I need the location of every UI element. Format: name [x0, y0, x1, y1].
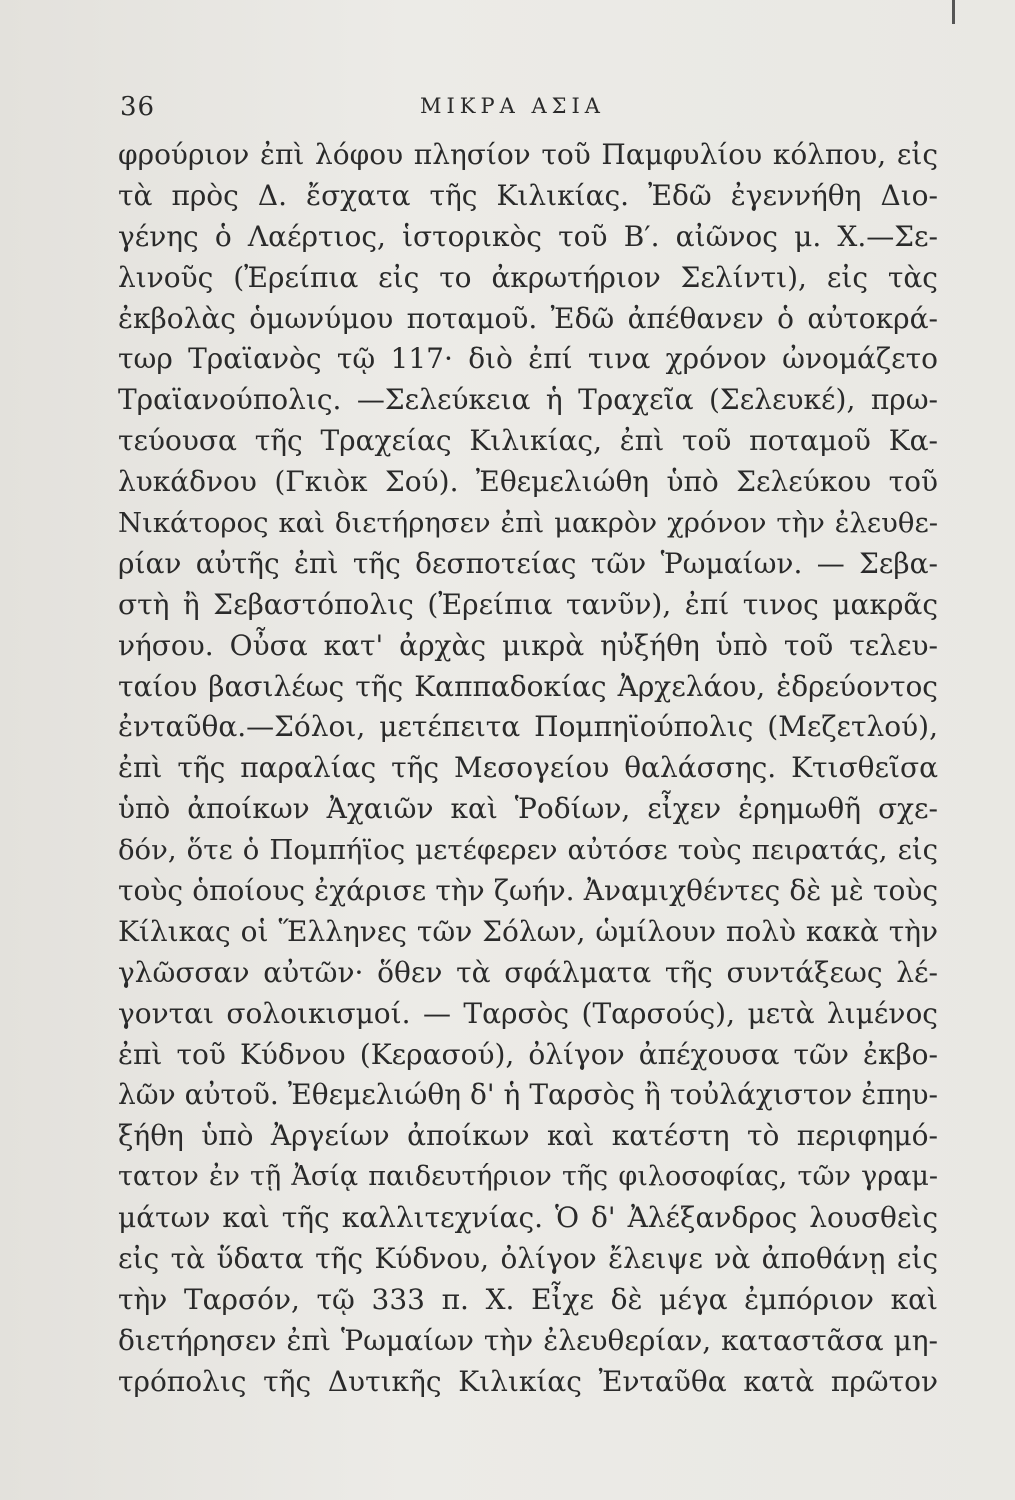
- text-line: λινοῦς (Ἐρείπια εἰς το ἀκρωτήριον Σελίντι), εἰς τὰς: [118, 260, 938, 294]
- text-line: τεύουσα τῆς Τραχείας Κιλικίας, ἐπὶ τοῦ ποταμοῦ Κα-: [118, 424, 938, 458]
- scan-mark: [952, 0, 955, 24]
- text-line: τρόπολις τῆς Δυτικῆς Κιλικίας Ἐνταῦθα κατὰ πρῶτον: [118, 1364, 938, 1398]
- text-line: εἰς τὰ ὕδατα τῆς Κύδνου, ὀλίγον ἔλειψε νὰ ἀποθάνῃ εἰς: [118, 1242, 938, 1276]
- text-line: Νικάτορος καὶ διετήρησεν ἐπὶ μακρὸν χρόνον τὴν ἐλευθε-: [118, 507, 938, 540]
- text-line: ὑπὸ ἀποίκων Ἀχαιῶν καὶ Ῥοδίων, εἶχεν ἐρημωθῆ σχε-: [118, 792, 938, 826]
- text-line: ἐπὶ τῆς παραλίας τῆς Μεσογείου θαλάσσης. Κτισθεῖσα: [118, 751, 938, 785]
- page-number: 36: [120, 92, 156, 122]
- text-line: ξήθη ὑπὸ Ἀργείων ἀποίκων καὶ κατέστη τὸ περιφημό-: [118, 1119, 938, 1153]
- text-line: τωρ Τραϊανὸς τῷ 117· διὸ ἐπί τινα χρόνον ὠνομάζετο: [118, 342, 938, 376]
- text-line: στὴ ἢ Σεβαστόπολις (Ἐρείπια τανῦν), ἐπί τινος μακρᾶς: [118, 587, 938, 621]
- text-line: λῶν αὐτοῦ. Ἐθεμελιώθη δ' ἡ Ταρσὸς ἢ τοὐλάχιστον ἐπηυ-: [118, 1078, 938, 1112]
- text-line: γένης ὁ Λαέρτιος, ἱστορικὸς τοῦ Β′. αἰῶνος μ. Χ.—Σε-: [118, 219, 938, 253]
- text-line: γλῶσσαν αὐτῶν· ὅθεν τὰ σφάλματα τῆς συντάξεως λέ-: [118, 955, 938, 989]
- text-line: μάτων καὶ τῆς καλλιτεχνίας. Ὁ δ' Ἀλέξανδρος λουσθεὶς: [118, 1201, 938, 1235]
- text-line: νήσου. Οὖσα κατ' ἀρχὰς μικρὰ ηὐξήθη ὑπὸ τοῦ τελευ-: [118, 628, 938, 662]
- text-line: Κίλικας οἱ Ἕλληνες τῶν Σόλων, ὡμίλουν πολὺ κακὰ τὴν: [118, 914, 938, 948]
- text-line: τὰ πρὸς Δ. ἔσχατα τῆς Κιλικίας. Ἐδῶ ἐγεννήθη Διο-: [118, 178, 938, 212]
- text-line: δόν, ὅτε ὁ Πομπήϊος μετέφερεν αὐτόσε τοὺς πειρατάς, εἰς: [118, 834, 938, 867]
- page-header: [120, 92, 940, 126]
- text-line: τοὺς ὁποίους ἐχάρισε τὴν ζωήν. Ἀναμιχθέντες δὲ μὲ τοὺς: [118, 874, 938, 908]
- text-line: λυκάδνου (Γκιὸκ Σού). Ἐθεμελιώθη ὑπὸ Σελεύκου τοῦ: [118, 465, 938, 499]
- running-head: ΜΙΚΡΑ ΑΣΙΑ: [420, 94, 605, 118]
- text-line: ἐνταῦθα.—Σόλοι, μετέπειτα Πομπηϊούπολις (Μεζετλού),: [118, 710, 938, 744]
- text-line: γονται σολοικισμοί. — Ταρσὸς (Ταρσούς), μετὰ λιμένος: [118, 996, 938, 1030]
- text-line: φρούριον ἐπὶ λόφου πλησίον τοῦ Παμφυλίου κόλπου, εἰς: [118, 138, 938, 171]
- text-line: ἐκβολὰς ὁμωνύμου ποταμοῦ. Ἐδῶ ἀπέθανεν ὁ αὐτοκρά-: [118, 301, 938, 335]
- text-line: διετήρησεν ἐπὶ Ῥωμαίων τὴν ἐλευθερίαν, καταστᾶσα μη-: [118, 1323, 938, 1357]
- body-text: [118, 135, 938, 1403]
- text-line: ρίαν αὐτῆς ἐπὶ τῆς δεσποτείας τῶν Ῥωμαίων. — Σεβα-: [118, 546, 938, 580]
- text-line: ταίου βασιλέως τῆς Καππαδοκίας Ἀρχελάου, ἑδρεύοντος: [118, 669, 938, 703]
- text-line: ἐπὶ τοῦ Κύδνου (Κερασού), ὀλίγον ἀπέχουσα τῶν ἐκβο-: [118, 1037, 938, 1071]
- text-line: Τραϊανούπολις. —Σελεύκεια ἡ Τραχεῖα (Σελευκέ), πρω-: [118, 383, 938, 417]
- text-line: τατον ἐν τῇ Ἀσίᾳ παιδευτήριον τῆς φιλοσοφίας, τῶν γραμ-: [118, 1161, 938, 1193]
- text-line: τὴν Ταρσόν, τῷ 333 π. Χ. Εἶχε δὲ μέγα ἐμπόριον καὶ: [118, 1282, 938, 1316]
